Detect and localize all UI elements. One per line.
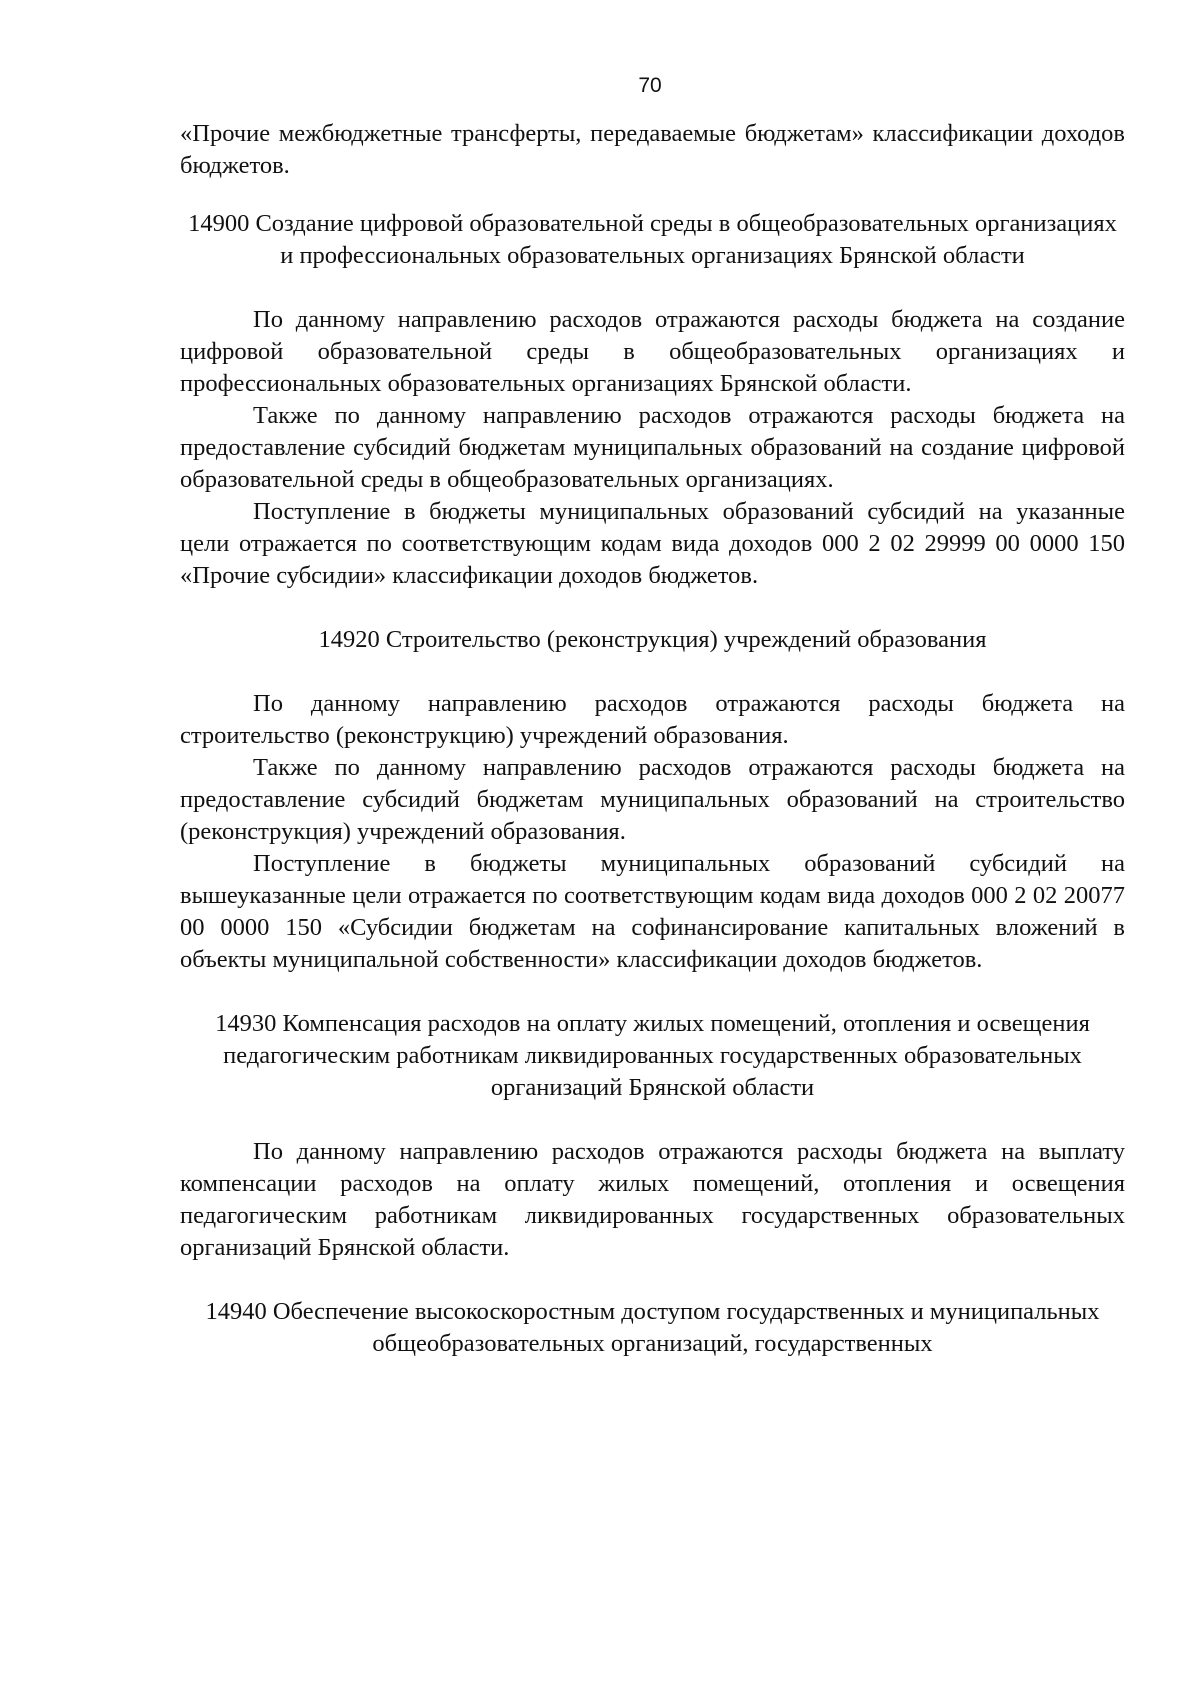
body-paragraph: По данному направлению расходов отражаются расходы бюджета на создание цифровой образовательной среды в общеобразовательных организациях и профессиональных образовательных организациях Брянской области. [180, 306, 1125, 397]
intro-paragraph: «Прочие межбюджетные трансферты, передаваемые бюджетам» классификации доходов бюджетов. [180, 120, 1125, 179]
section-14930 [180, 1008, 1125, 1264]
body-paragraph: Поступление в бюджеты муниципальных образований субсидий на указанные цели отражается по соответствующим кодам вида доходов 000 2 02 29999 00 0000 150 «Прочие субсидии» классификации доходов бюджетов. [180, 498, 1125, 589]
body-paragraph: Поступление в бюджеты муниципальных образований субсидий на вышеуказанные цели отражается по соответствующим кодам вида доходов 000 2 02 20077 00 0000 150 «Субсидии бюджетам на софинансирование капитальных вложений в объекты муниципальной собственности» классификации доходов бюджетов. [180, 850, 1125, 973]
document-body [180, 118, 1125, 1360]
body-paragraph: По данному направлению расходов отражаются расходы бюджета на выплату компенсации расходов на оплату жилых помещений, отопления и освещения педагогическим работникам ликвидированных государственных образовательных организаций Брянской области. [180, 1138, 1125, 1261]
section-heading: 14900 Создание цифровой образовательной среды в общеобразовательных организациях и профессиональных образовательных организациях Брянской области [188, 210, 1117, 269]
section-14900 [180, 208, 1125, 592]
body-paragraph: Также по данному направлению расходов отражаются расходы бюджета на предоставление субсидий бюджетам муниципальных образований на строительство (реконструкция) учреждений образования. [180, 754, 1125, 845]
section-heading: 14930 Компенсация расходов на оплату жилых помещений, отопления и освещения педагогическим работникам ликвидированных государственных образовательных организаций Брянской области [215, 1010, 1090, 1101]
body-paragraph: По данному направлению расходов отражаются расходы бюджета на строительство (реконструкцию) учреждений образования. [180, 690, 1125, 749]
page-number: 70 [638, 74, 662, 97]
section-heading: 14940 Обеспечение высокоскоростным доступом государственных и муниципальных общеобразовательных организаций, государственных [205, 1298, 1100, 1357]
section-14920 [180, 624, 1125, 976]
body-paragraph: Также по данному направлению расходов отражаются расходы бюджета на предоставление субсидий бюджетам муниципальных образований на создание цифровой образовательной среды в общеобразовательных организациях. [180, 402, 1125, 493]
section-14940 [180, 1296, 1125, 1360]
section-heading: 14920 Строительство (реконструкция) учреждений образования [318, 626, 987, 653]
